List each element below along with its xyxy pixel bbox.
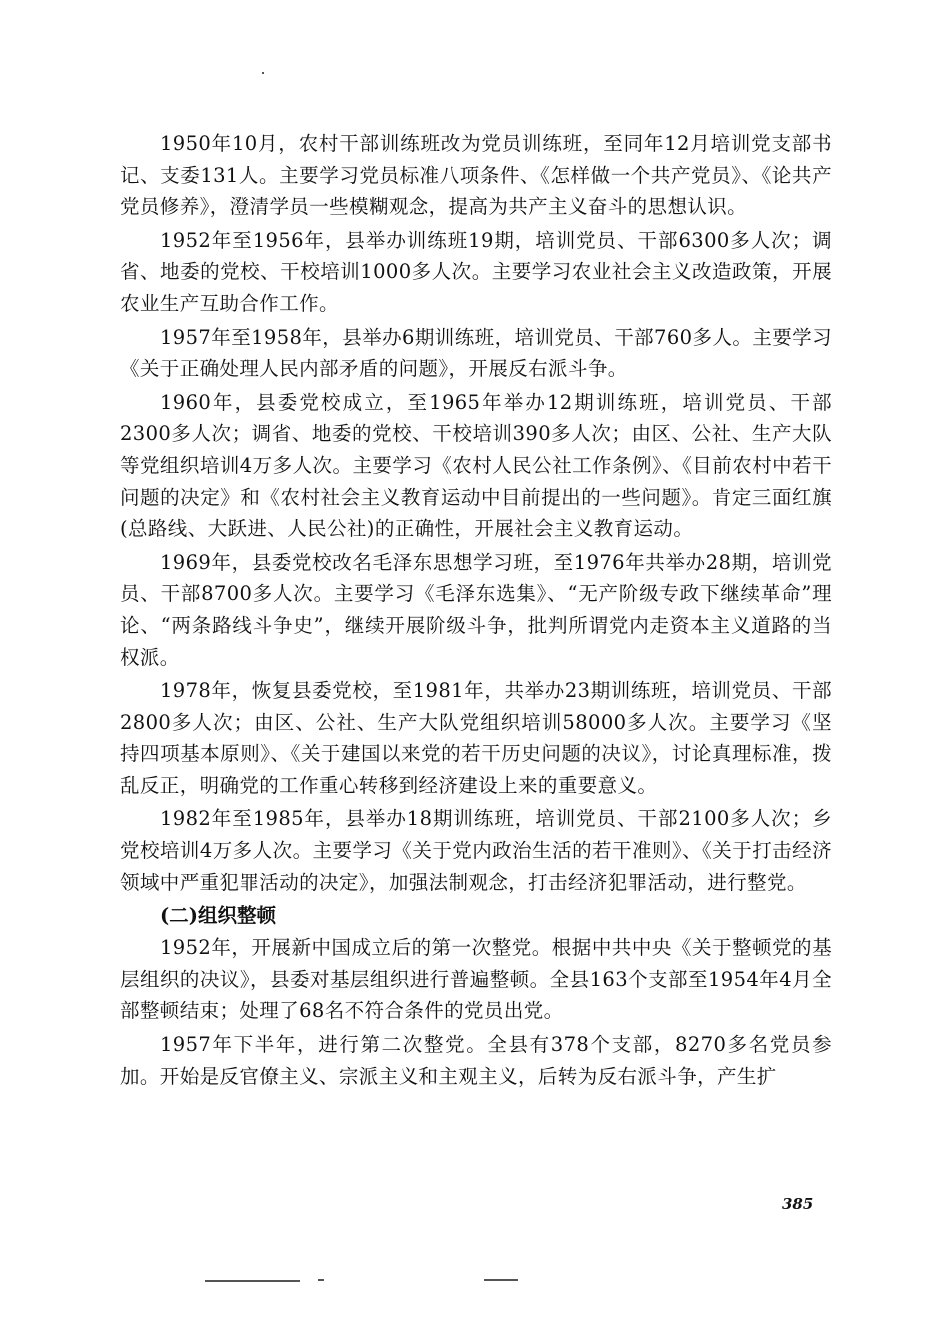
page-number: 385: [782, 1195, 814, 1213]
paragraph-rectification-1957: 1957年下半年，进行第二次整党。全县有378个支部，8270多名党员参加。开始是反官僚主义、宗派主义和主观主义，后转为反右派斗争，产生扩: [120, 1033, 832, 1088]
paragraph-1957: 1957年至1958年，县举办6期训练班，培训党员、干部760多人。主要学习《关于正确处理人民内部矛盾的问题》，开展反右派斗争。: [120, 325, 832, 381]
scan-artifact-dot: [262, 72, 264, 74]
scan-artifact-line: [205, 1280, 300, 1282]
paragraph-1960: 1960年，县委党校成立，至1965年举办12期训练班，培训党员、干部2300多人次；调省、地委的党校、干校培训390多人次；由区、公社、生产大队等党组织培训4万多人次。主要学习《农村人民公社工作条例》、《目前农村中若干问题的决定》和《农村社会主义教育运动中目前提出的一些问题》。肯定三面红旗(总路线、大跃进、人民公社)的正确性，开展社会主义教育运动。: [120, 390, 832, 541]
paragraph-1952: 1952年至1956年，县举办训练班19期，培训党员、干部6300多人次；调省、地委的党校、干校培训1000多人次。主要学习农业社会主义改造政策，开展农业生产互助合作工作。: [120, 228, 832, 315]
paragraph-1978: 1978年，恢复县委党校，至1981年，共举办23期训练班，培训党员、干部2800多人次；由区、公社、生产大队党组织培训58000多人次。主要学习《坚持四项基本原则》、《关于建国以来党的若干历史问题的决议》，讨论真理标准，拨乱反正，明确党的工作重心转移到经济建设上来的重要意义。: [120, 679, 832, 797]
scan-artifact-dash: [318, 1279, 324, 1281]
paragraph-rectification-1952: 1952年，开展新中国成立后的第一次整党。根据中共中央《关于整顿党的基层组织的决议》，县委对基层组织进行普遍整顿。全县163个支部至1954年4月全部整顿结束；处理了68名不符合条件的党员出党。: [120, 936, 832, 1023]
section-heading: (二)组织整顿: [160, 904, 276, 928]
paragraph-1950: 1950年10月，农村干部训练班改为党员训练班，至同年12月培训党支部书记、支委131人。主要学习党员标准八项条件、《怎样做一个共产党员》、《论共产党员修养》，澄清学员一些模糊观念，提高为共产主义奋斗的思想认识。: [120, 132, 832, 219]
paragraph-1969: 1969年，县委党校改名毛泽东思想学习班，至1976年共举办28期，培训党员、干部8700多人次。主要学习《毛泽东选集》、“无产阶级专政下继续革命”理论、“两条路线斗争史”，继续开展阶级斗争，批判所谓党内走资本主义道路的当权派。: [120, 550, 832, 669]
scan-artifact-dash: [484, 1279, 518, 1281]
paragraph-1982: 1982年至1985年，县举办18期训练班，培训党员、干部2100多人次；乡党校培训4万多人次。主要学习《关于党内政治生活的若干准则》、《关于打击经济领域中严重犯罪活动的决定》，加强法制观念，打击经济犯罪活动，进行整党。: [120, 807, 832, 894]
document-page: [120, 128, 832, 1094]
